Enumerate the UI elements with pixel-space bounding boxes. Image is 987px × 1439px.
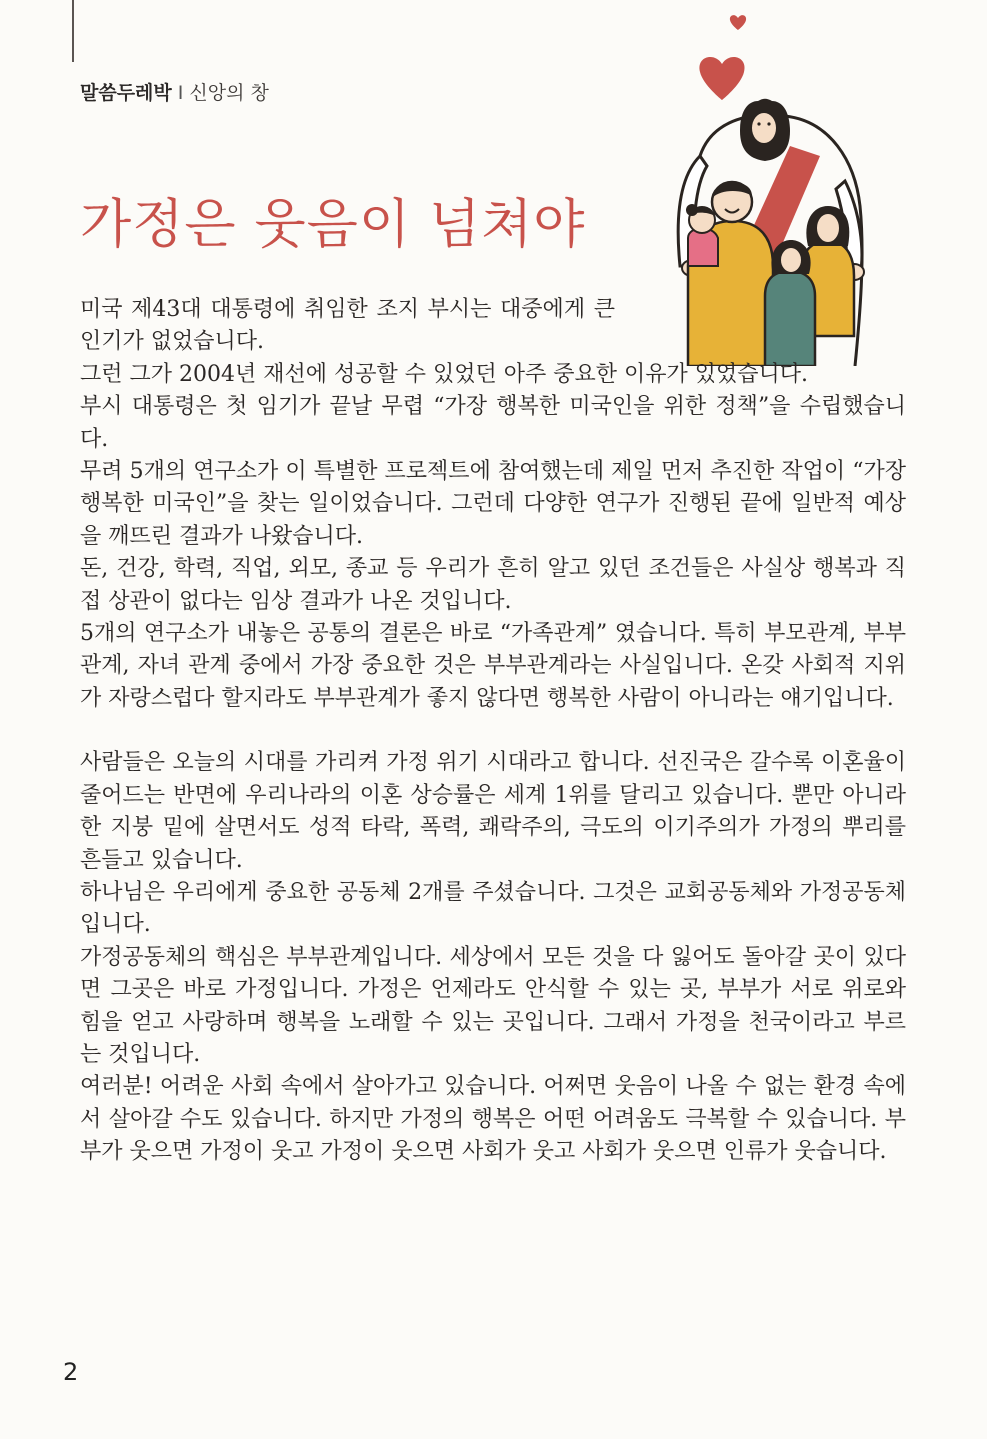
header-separator: I (177, 82, 184, 104)
subsection-name: 신앙의 창 (189, 82, 269, 104)
section-header (80, 78, 269, 105)
section-name: 말씀두레박 (80, 82, 172, 104)
jesus-face (752, 113, 776, 143)
large-heart-icon (699, 57, 744, 100)
column-rule (72, 0, 74, 62)
girl-face (780, 247, 802, 273)
paragraph: 5개의 연구소가 내놓은 공통의 결론은 바로 “가족관계” 였습니다. 특히 부모관계, 부부관계, 자녀 관계 중에서 가장 중요한 것은 부부관계라는 사실입니다. 온갖 사회적 지위가 자랑스럽다 할지라도 부부관계가 좋지 않다면 행복한 사람이 아니라는 얘기입니다. (80, 621, 906, 711)
paragraph: 부시 대통령은 첫 임기가 끝날 무렵 “가장 행복한 미국인을 위한 정책”을 수립했습니다. (80, 394, 906, 452)
article-body (80, 294, 906, 1169)
mother-face (816, 213, 840, 243)
page-number: 2 (63, 1358, 79, 1386)
paragraph: 미국 제43대 대통령에 취임한 조지 부시는 대중에게 큰 인기가 없었습니다. (80, 297, 615, 355)
paragraph: 하나님은 우리에게 중요한 공동체 2개를 주셨습니다. 그것은 교회공동체와 가정공동체입니다. (80, 879, 906, 938)
paragraph-gap (80, 715, 906, 747)
paragraph: 여러분! 어려운 사회 속에서 살아가고 있습니다. 어쩌면 웃음이 나올 수 없는 환경 속에서 살아갈 수도 있습니다. 하지만 가정의 행복은 어떤 어려움도 극복할 수 있습니다. 부부가 웃으면 가정이 웃고 가정이 웃으면 사회가 웃고 사회가 웃으면 인류가 웃습니다. (80, 1074, 906, 1165)
paragraph: 가정공동체의 핵심은 부부관계입니다. 세상에서 모든 것을 다 잃어도 돌아갈 곳이 있다면 그곳은 바로 가정입니다. 가정은 언제라도 안식할 수 있는 곳, 부부가 서로 위로와 힘을 얻고 사랑하며 행복을 노래할 수 있는 곳입니다. 그래서 가정을 천국이라고 부르는 것입니다. (80, 944, 906, 1067)
paragraph: 돈, 건강, 학력, 직업, 외모, 종교 등 우리가 흔히 알고 있던 조건들은 사실상 행복과 직접 상관이 없다는 임상 결과가 나온 것입니다. (80, 556, 906, 614)
small-heart-icon (730, 15, 746, 30)
paragraph: 사람들은 오늘의 시대를 가리켜 가정 위기 시대라고 합니다. 선진국은 갈수록 이혼율이 줄어드는 반면에 우리나라의 이혼 상승률은 세계 1위를 달리고 있습니다. 뿐만 아니라 한 지붕 밑에 살면서도 성적 타락, 폭력, 쾌락주의, 극도의 이기주의가 가정의 뿌리를 흔들고 있습니다. (80, 750, 906, 873)
article-title: 가정은 웃음이 넘쳐야 (80, 194, 586, 255)
paragraph: 그런 그가 2004년 재선에 성공할 수 있었던 아주 중요한 이유가 있었습니다. (80, 361, 808, 387)
paragraph: 무려 5개의 연구소가 이 특별한 프로젝트에 참여했는데 제일 먼저 추진한 작업이 “가장 행복한 미국인”을 찾는 일이었습니다. 그런데 다양한 연구가 진행된 끝에 일반적 예상을 깨뜨린 결과가 나왔습니다. (80, 459, 906, 549)
